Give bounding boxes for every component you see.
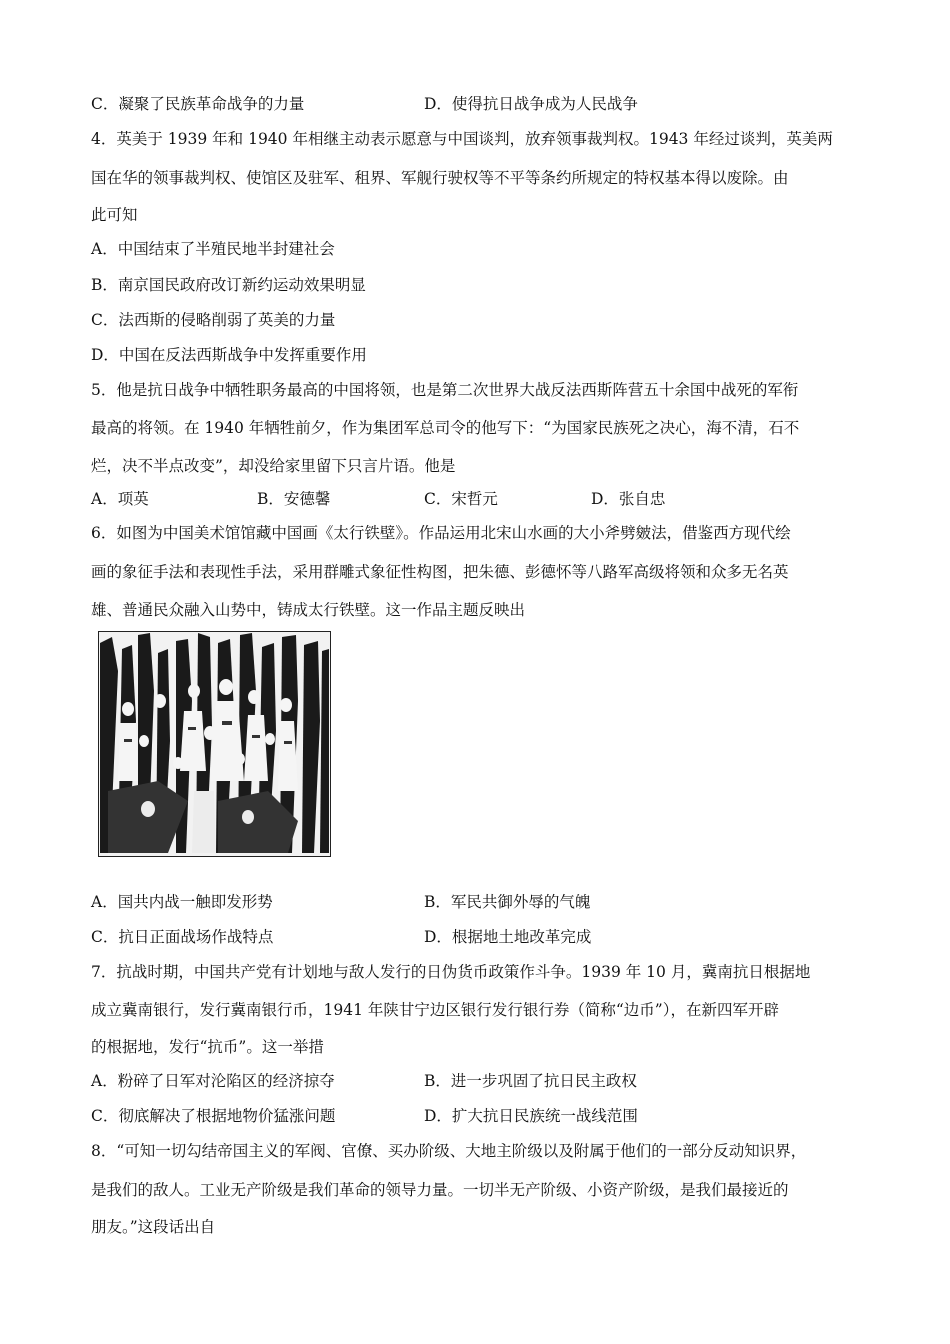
q4-option-b: B．南京国民政府改订新约运动效果明显 [91,276,366,294]
q4-stem-line-1: 4．英美于 1939 年和 1940 年相继主动表示愿意与中国谈判，放弃领事裁判权。1943 年经过谈判，英美两 [91,130,833,148]
q7-stem-line-2: 成立冀南银行，发行冀南银行币，1941 年陕甘宁边区银行发行银行券（简称“边币”），在新四军开辟 [91,1001,779,1019]
q3-option-c: C．凝聚了民族革命战争的力量 [91,95,305,113]
q5-option-b: B．安德馨 [257,490,331,508]
q8-stem-line-3: 朋友。”这段话出自 [91,1218,216,1236]
q7-option-b: B．进一步巩固了抗日民主政权 [424,1072,637,1090]
q5-option-d: D．张自忠 [591,490,666,508]
q6-option-d: D．根据地土地改革完成 [424,928,592,946]
q5-stem-line-3: 烂，决不半点改变”，却没给家里留下只言片语。他是 [91,457,456,475]
q4-option-a: A．中国结束了半殖民地半封建社会 [91,240,335,258]
q5-option-a: A．项英 [91,490,149,508]
q4-option-d: D．中国在反法西斯战争中发挥重要作用 [91,346,367,364]
q4-stem-line-3: 此可知 [91,206,138,224]
q5-option-c: C．宋哲元 [424,490,498,508]
painting-taihang-iron-wall [98,631,331,857]
q7-option-d: D．扩大抗日民族统一战线范围 [424,1107,638,1125]
q7-stem-line-1: 7．抗战时期，中国共产党有计划地与敌人发行的日伪货币政策作斗争。1939 年 10 月，冀南抗日根据地 [91,963,811,981]
q8-stem-line-1: 8．“可知一切勾结帝国主义的军阀、官僚、买办阶级、大地主阶级以及附属于他们的一部分反动知识界， [91,1142,807,1160]
q3-option-d: D．使得抗日战争成为人民战争 [424,95,638,113]
q8-stem-line-2: 是我们的敌人。工业无产阶级是我们革命的领导力量。一切半无产阶级、小资产阶级，是我们最接近的 [91,1181,789,1199]
q6-stem-line-1: 6．如图为中国美术馆馆藏中国画《太行铁壁》。作品运用北宋山水画的大小斧劈皴法，借鉴西方现代绘 [91,524,791,542]
q7-stem-line-3: 的根据地，发行“抗币”。这一举措 [91,1038,324,1056]
q4-option-c: C．法西斯的侵略削弱了英美的力量 [91,311,336,329]
q7-option-c: C．彻底解决了根据地物价猛涨问题 [91,1107,336,1125]
q5-stem-line-1: 5．他是抗日战争中牺牲职务最高的中国将领，也是第二次世界大战反法西斯阵营五十余国中战死的军衔 [91,381,799,399]
q6-option-c: C．抗日正面战场作战特点 [91,928,274,946]
painting-image [98,631,331,857]
q7-option-a: A．粉碎了日军对沦陷区的经济掠夺 [91,1072,335,1090]
q5-stem-line-2: 最高的将领。在 1940 年牺牲前夕，作为集团军总司令的他写下：“为国家民族死之决心，海不清，石不 [91,419,800,437]
q6-stem-line-2: 画的象征手法和表现性手法，采用群雕式象征性构图，把朱德、彭德怀等八路军高级将领和众多无名英 [91,563,789,581]
q4-stem-line-2: 国在华的领事裁判权、使馆区及驻军、租界、军舰行驶权等不平等条约所规定的特权基本得以废除。由 [91,169,789,187]
q6-stem-line-3: 雄、普通民众融入山势中，铸成太行铁壁。这一作品主题反映出 [91,601,526,619]
q6-option-a: A．国共内战一触即发形势 [91,893,273,911]
q6-option-b: B．军民共御外辱的气魄 [424,893,591,911]
